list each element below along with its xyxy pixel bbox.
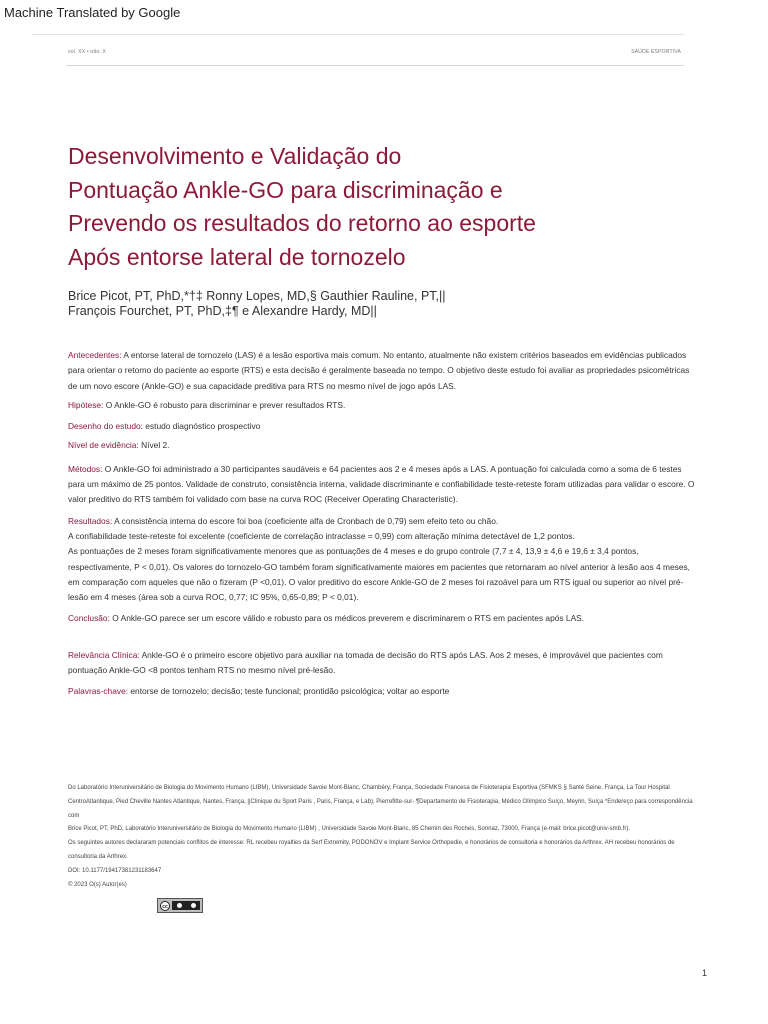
section-text: A consistência interna do escore foi boa (coeficiente alfa de Cronbach de 0,79) sem efeito teto ou chão.	[114, 515, 499, 526]
abstract-background	[68, 348, 696, 394]
article-title	[68, 140, 668, 274]
section-text: Nível 2.	[141, 440, 170, 451]
section-label: Hipótese:	[68, 399, 104, 410]
section-text: A entorse lateral de tornozelo (LAS) é a lesão esportiva mais comum. No entanto, atualmente não existem critérios baseados em evidências publicados para orientar o retorno do paciente ao esporte (RTS) e esta decisão é geralmente baseada no tempo. O objetivo deste estudo foi avaliar as propriedades psicométricas de um novo escore (Ankle-GO) e sua capacidade preditiva para RTS no mesmo nível de jogo após LAS.	[68, 350, 690, 391]
machine-translation-banner: Machine Translated by Google	[4, 5, 181, 20]
cc-license-badge-icon	[157, 898, 203, 913]
abstract-design	[68, 419, 696, 434]
title-line: Desenvolvimento e Validação do	[68, 143, 402, 169]
section-text: Ankle-GO é o primeiro escore objetivo para auxiliar na tomada de decisão do RTS após LAS. Aos 2 meses, é improvável que pacientes com pontuação Ankle-GO <8 pontos tenham RTS no mesmo nível pré-lesão.	[68, 649, 663, 676]
nc-icon	[191, 903, 196, 908]
section-label: Antecedentes:	[68, 350, 122, 360]
section-label: Desenho do estudo:	[68, 421, 143, 432]
title-line: Prevendo os resultados do retorno ao esporte	[68, 210, 536, 236]
abstract-clinical-relevance	[68, 648, 696, 679]
section-text: estudo diagnóstico prospectivo	[145, 421, 261, 432]
section-label: Palavras-chave:	[68, 686, 129, 697]
author-list	[68, 289, 446, 319]
abstract	[68, 348, 696, 700]
copyright-note: © 2023 O(s) Autor(es)	[68, 881, 127, 888]
abstract-keywords	[68, 684, 696, 699]
cc-logo-icon: cc	[160, 901, 170, 911]
section-text: entorse de tornozelo; decisão; teste funcional; prontidão psicológica; voltar ao esporte	[130, 686, 450, 697]
abstract-evidence	[68, 438, 696, 453]
by-icon	[177, 903, 182, 908]
title-line: Após entorse lateral de tornozelo	[68, 243, 406, 270]
footnotes	[68, 782, 698, 892]
section-label: Resultados:	[68, 515, 113, 526]
section-label: Relevância Clínica:	[68, 649, 140, 660]
header-rule	[66, 65, 684, 66]
affiliations-note: Do Laboratório Interuniversitário de Biologia do Movimento Humano (LIBM), Universidade Savoie Mont-Blanc, Chambéry, França, Sociedade Francesa de Fisioterapia Esportiva (SFMKS § Santé Seine, França, La Tour Hospital CentroAtlantique, Pied Cheville Nantes Atlantique, Nantes, França, ||Clinique du Sport Paris , Paris, França, e Lab), Pierrefitte-sur- ¶Departamento de Fisioterapia, Médico Olímpico Suíço, Meyrin, Suíça *Endereço para correspondência com	[68, 785, 693, 819]
page-number: 1	[701, 968, 707, 978]
cc-by-nc-icon	[172, 901, 200, 910]
abstract-conclusion	[68, 611, 696, 626]
banner-divider	[32, 34, 684, 35]
section-text: A confiabilidade teste-reteste foi excelente (coeficiente de correlação intraclasse = 0,99) com alteração mínima detectável de 1,2 pontos.	[68, 530, 575, 541]
running-header-journal: SAÚDE ESPORTIVA	[631, 49, 681, 55]
section-text: O Ankle-GO é robusto para discriminar e prever resultados RTS.	[105, 399, 346, 410]
doi-note: DOI: 10.1177/19417381231183647	[68, 867, 162, 874]
section-label: Nível de evidência:	[68, 440, 139, 451]
abstract-results	[68, 514, 696, 606]
running-header-volume: vol. XX • não. X	[68, 49, 107, 55]
abstract-methods	[68, 462, 696, 508]
abstract-hypothesis	[68, 398, 696, 413]
section-label: Conclusão:	[68, 613, 110, 624]
author-line: François Fourchet, PT, PhD,‡¶ e Alexandre Hardy, MD||	[68, 304, 377, 318]
section-text: As pontuações de 2 meses foram significativamente menores que as pontuações de 4 meses e do grupo controle (7,7 ± 4, 13,9 ± 4,6 e 19,6 ± 3,4 pontos, respectivamente, P < 0,01). Os valores do tornozelo-GO também foram significativamente maiores em pacientes que retornaram ao nível anterior à lesão aos 4 meses, em comparação com aqueles que não o fizeram (P <0,01). O valor preditivo do escore Ankle-GO de 2 meses foi razoável para um RTS igual ou superior ao nível pré-lesão em 4 meses (área sob a curva ROC, 0,77; IC 95%, 0,65-0,89; P < 0,01).	[68, 546, 690, 603]
section-text: O Ankle-GO foi administrado a 30 participantes saudáveis e 64 pacientes aos 2 e 4 meses após a LAS. A pontuação foi calculada como a soma de 6 testes para um máximo de 25 pontos. Validade de construto, consistência interna, validade discriminante e confiabilidade teste-reteste foram utilizadas para validar o escore. O valor preditivo do RTS também foi validado com base na curva ROC (Receiver Operating Characteristic).	[68, 463, 695, 505]
title-line: Pontuação Ankle-GO para discriminação e	[68, 176, 503, 203]
conflicts-note: Os seguintes autores declararam potenciais conflitos de interesse: RL recebeu royalties da Serf Extremity, PODONOV e Implant Service Orthopedie, e honorários de consultoria e honorários da Arthrex. AH recebeu honorários de consultoria da Arthrex.	[68, 840, 675, 860]
section-label: Métodos:	[68, 463, 103, 474]
correspondence-note: Brice Picot, PT, PhD, Laboratório Interuniversitário de Biologia do Movimento Humano (LIBM) , Universidade Savoie Mont-Blanc, 85 Chemin des Roches, Sonnaz, 73000, França (e-mail: brice.picot@univ-smb.fr).	[68, 826, 631, 833]
author-line: Brice Picot, PT, PhD,*†‡ Ronny Lopes, MD,§ Gauthier Rauline, PT,||	[68, 289, 446, 303]
section-text: O Ankle-GO parece ser um escore válido e robusto para os médicos preverem e discriminarem o RTS em pacientes após LAS.	[112, 613, 585, 624]
